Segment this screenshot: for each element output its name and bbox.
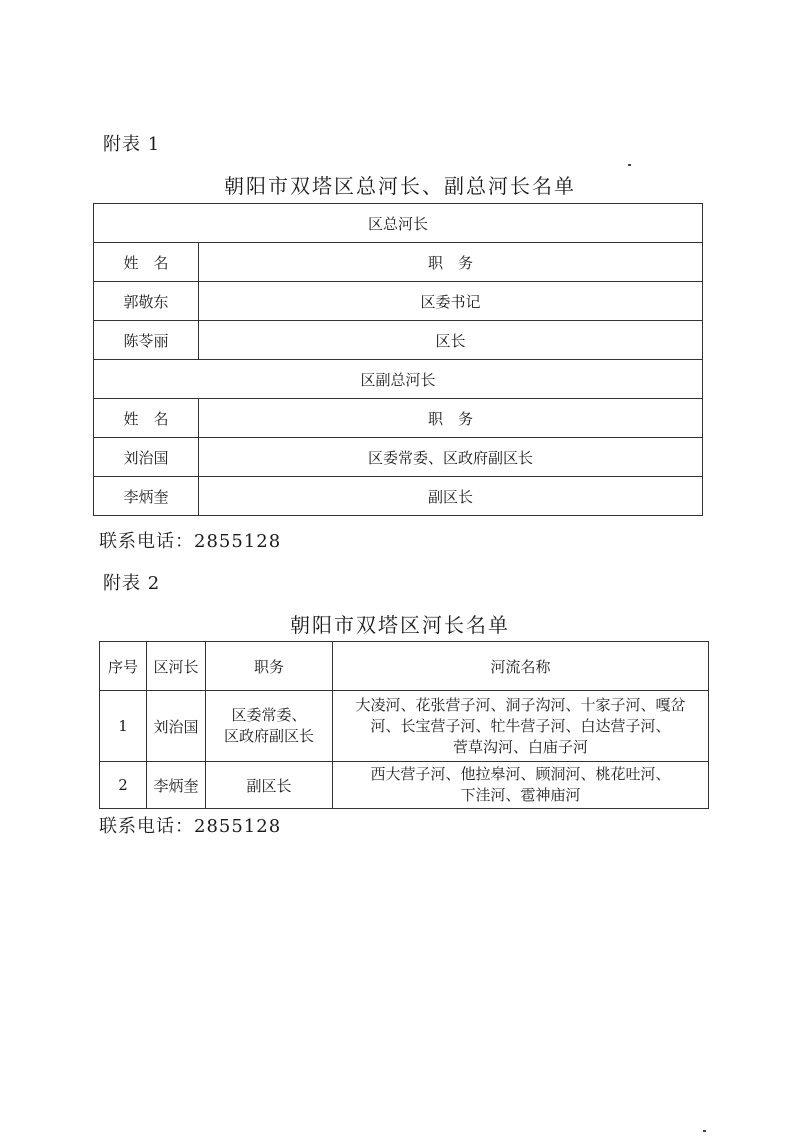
appendix1-label: 附表 1 bbox=[103, 134, 161, 155]
col-header-duty: 职务 bbox=[206, 642, 333, 691]
name-cell: 李炳奎 bbox=[147, 762, 206, 809]
col-header-name: 姓 名 bbox=[94, 399, 199, 438]
scan-speck bbox=[703, 1130, 706, 1132]
river-chief-table bbox=[99, 641, 709, 809]
rivers-line: 下洼河、雹神庙河 bbox=[460, 786, 581, 804]
duty-cell: 区长 bbox=[199, 321, 703, 360]
rivers-cell bbox=[333, 762, 709, 809]
table-row bbox=[94, 282, 703, 321]
duty-cell: 副区长 bbox=[206, 762, 333, 809]
table-row bbox=[100, 691, 709, 762]
appendix2-label: 附表 2 bbox=[103, 573, 161, 594]
appendix1-phone: 联系电话：2855128 bbox=[99, 531, 282, 552]
duty-line: 区政府副区长 bbox=[223, 727, 314, 745]
table-row bbox=[100, 762, 709, 809]
name-cell: 陈苓丽 bbox=[94, 321, 199, 360]
appendix2-title: 朝阳市双塔区河长名单 bbox=[290, 613, 510, 637]
no-cell: 1 bbox=[100, 691, 147, 762]
col-header-rivers: 河流名称 bbox=[333, 642, 709, 691]
duty-line: 区委常委、 bbox=[231, 706, 307, 724]
appendix2-phone: 联系电话：2855128 bbox=[99, 816, 282, 837]
col-header-duty: 职 务 bbox=[199, 399, 703, 438]
name-cell: 刘治国 bbox=[147, 691, 206, 762]
rivers-line: 西大营子河、他拉皋河、顾洞河、桃花吐河、 bbox=[370, 765, 671, 783]
rivers-cell bbox=[333, 691, 709, 762]
section-header-chief: 区总河长 bbox=[94, 204, 703, 243]
name-cell: 郭敬东 bbox=[94, 282, 199, 321]
table-row bbox=[94, 321, 703, 360]
table-row bbox=[94, 438, 703, 477]
section-header-deputy: 区副总河长 bbox=[94, 360, 703, 399]
col-header-duty: 职 务 bbox=[199, 243, 703, 282]
duty-cell: 副区长 bbox=[199, 477, 703, 516]
rivers-line: 大凌河、花张营子河、洞子沟河、十家子河、嘎岔 bbox=[355, 695, 686, 714]
appendix1-title: 朝阳市双塔区总河长、副总河长名单 bbox=[224, 174, 576, 198]
rivers-line: 河、长宝营子河、牤牛营子河、白达营子河、 bbox=[370, 716, 671, 735]
duty-cell bbox=[206, 691, 333, 762]
no-cell: 2 bbox=[100, 762, 147, 809]
col-header-no: 序号 bbox=[100, 642, 147, 691]
col-header-chief: 区河长 bbox=[147, 642, 206, 691]
chief-river-table bbox=[93, 203, 703, 516]
duty-cell: 区委常委、区政府副区长 bbox=[199, 438, 703, 477]
duty-cell: 区委书记 bbox=[199, 282, 703, 321]
name-cell: 李炳奎 bbox=[94, 477, 199, 516]
table-row bbox=[94, 477, 703, 516]
rivers-line: 菅草沟河、白庙子河 bbox=[452, 737, 588, 756]
scan-speck bbox=[628, 164, 631, 166]
name-cell: 刘治国 bbox=[94, 438, 199, 477]
col-header-name: 姓 名 bbox=[94, 243, 199, 282]
